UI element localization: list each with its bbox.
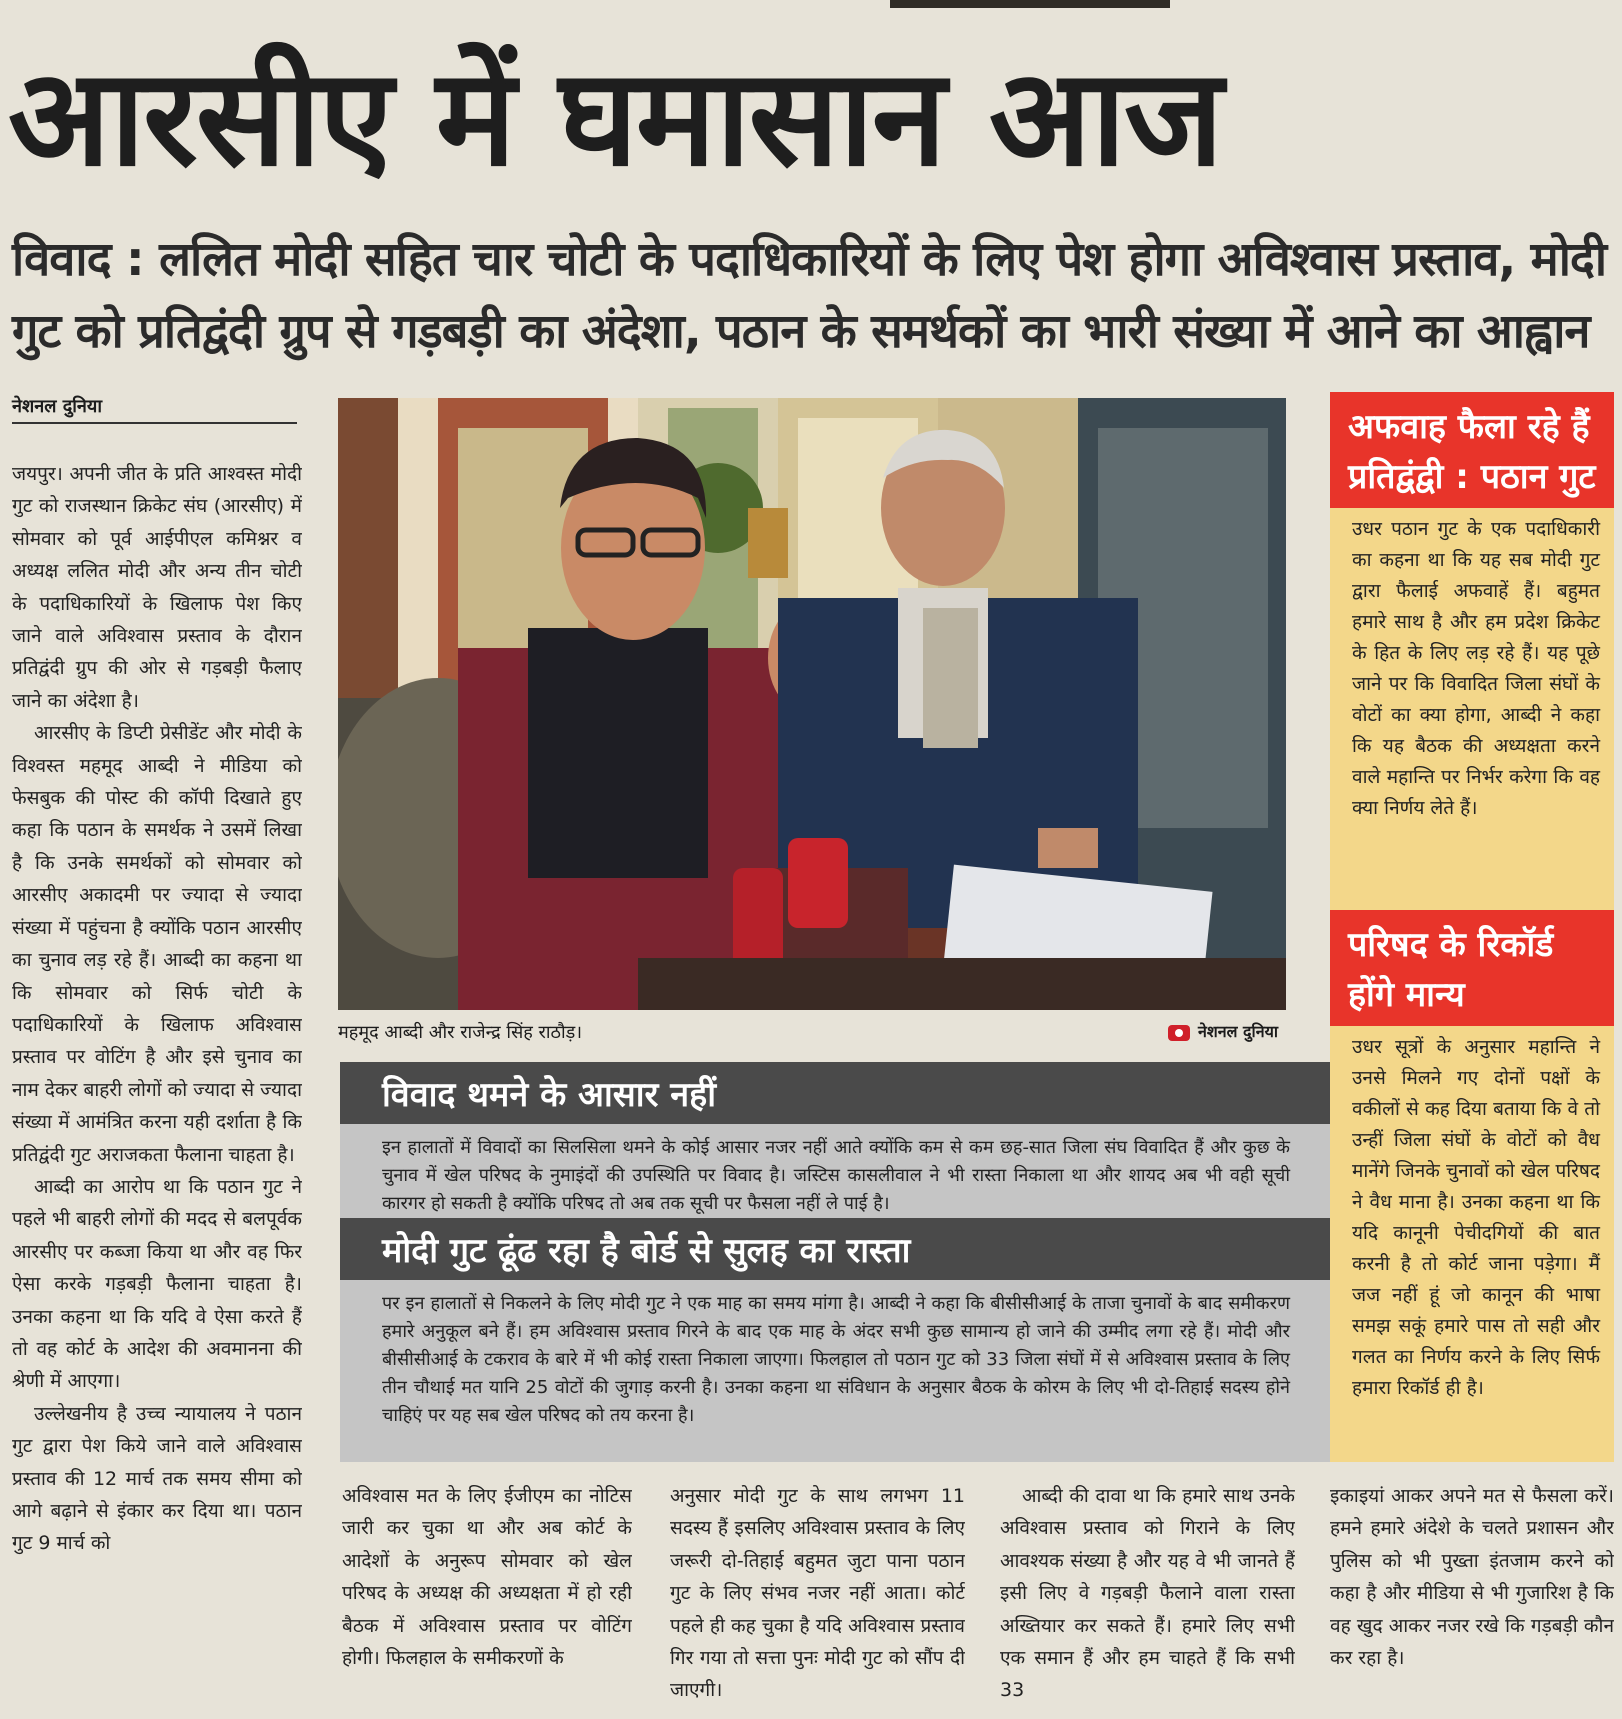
sidebar1-text: उधर पठान गुट के एक पदाधिकारी का कहना था कि यह सब मोदी गुट द्वारा फैलाई अफवाहें हैं। बहुमत हमारे साथ है और हम प्रदेश क्रिकेट के हित के लिए लड़ रहे हैं। यह पूछे जाने पर कि विवादित जिला संघों के वोटों का क्या होगा, आब्दी ने कहा कि यह बैठक की अध्यक्षता करने वाले महान्ति पर निर्भर करेगा कि वह क्या निर्णय लेते हैं। bbox=[1352, 518, 1600, 819]
bottom-paragraph: इकाइयां आकर अपने मत से फैसला करें। हमने हमारे अंदेशे के चलते प्रशासन और पुलिस को भी पुख्ता इंतजाम करने को कहा है और मीडिया से भी गुजारिश है कि वह खुद आकर नजर रखे कि गड़बड़ी कौन कर रहा है। bbox=[1330, 1485, 1614, 1670]
photo-illustration bbox=[338, 398, 1286, 1010]
headline: आरसीए में घमासान आज bbox=[8, 40, 1222, 196]
bottom-column-4 bbox=[1330, 1480, 1614, 1716]
press-conference-photo bbox=[338, 398, 1286, 1010]
box2-text: पर इन हालातों से निकलने के लिए मोदी गुट ने एक माह का समय मांगा है। आब्दी ने कहा कि बीसीसीआई के ताजा चुनावों के बाद समीकरण हमारे अनुकूल बने हैं। हम अविश्वास प्रस्ताव गिरने के बाद एक माह के अंदर सभी कुछ सामान्य हो जाने की उम्मीद लगा रहे हैं। मोदी और बीसीसीआई के टकराव के बारे में भी कोई रास्ता निकाला जाएगा। फिलहाल तो पठान गुट को 33 जिला संघों में से अविश्वास प्रस्ताव के लिए तीन चौथाई मत यानि 25 वोटों की जुगाड़ करनी है। उनका कहना था संविधान के अनुसार बैठक के कोरम के लिए भी दो-तिहाई सदस्य होने चाहिएं पर यह सब खेल परिषद को तय करना है। bbox=[382, 1293, 1290, 1426]
box1-title: विवाद थमने के आसार नहीं bbox=[382, 1075, 717, 1115]
subheadline: विवाद : ललित मोदी सहित चार चोटी के पदाधिकारियों के लिए पेश होगा अविश्वास प्रस्ताव, मोदी गुट को प्रतिद्वंदी ग्रुप से गड़बड़ी का अंदेशा, पठान के समर्थकों का भारी संख्या में आने का आह्वान bbox=[12, 232, 1607, 359]
left-paragraph: उल्लेखनीय है उच्च न्यायालय ने पठान गुट द्वारा पेश किये जाने वाले अविश्वास प्रस्ताव की 12 मार्च तक समय सीमा को आगे बढ़ाने से इंकार कर दिया था। पठान गुट 9 मार्च को bbox=[12, 1402, 302, 1555]
top-strip bbox=[890, 0, 1170, 8]
bottom-paragraph: आब्दी की दावा था कि हमारे साथ उनके अविश्वास प्रस्ताव को गिराने के लिए आवश्यक संख्या है और यह वे भी जानते हैं इसी लिए वे गड़बड़ी फैलाने वाला रास्ता अख्तियार कर सकते हैं। हमारे लिए सभी एक समान हैं और हम चाहते हैं कि सभी 33 bbox=[1000, 1485, 1295, 1702]
bottom-column-2 bbox=[670, 1480, 965, 1716]
sidebar2-text: उधर सूत्रों के अनुसार महान्ति ने उनसे मिलने गए दोनों पक्षों के वकीलों से कह दिया बताया कि वे तो उन्हीं जिला संघों के वोटों को वैध मानेंगे जिनके चुनावों को खेल परिषद ने वैध माना है। उनका कहना था कि यदि कानूनी पेचीदगियों की बात करनी है तो कोर्ट जाना पड़ेगा। मैं जज नहीं हूं जो कानून की भाषा समझ सकूं हमारे पास तो सही और गलत का निर्णय करने के लिए सिर्फ हमारा रिकॉर्ड ही है। bbox=[1352, 1036, 1600, 1399]
sidebar bbox=[1330, 392, 1614, 1462]
sidebar1-heading: अफवाह फैला रहे हैं प्रतिद्वंद्वी : पठान गुट bbox=[1330, 392, 1614, 508]
photo-caption: महमूद आब्दी और राजेन्द्र सिंह राठौड़। bbox=[338, 1022, 583, 1043]
left-paragraph: जयपुर। अपनी जीत के प्रति आश्वस्त मोदी गुट को राजस्थान क्रिकेट संघ (आरसीए) में सोमवार को पूर्व आईपीएल कमिश्नर व अध्यक्ष ललित मोदी और अन्य तीन चोटी के पदाधिकारियों के खिलाफ पेश किए जाने वाले अविश्वास प्रस्ताव के दौरान प्रतिद्वंदी ग्रुप की ओर से गड़बड़ी फैलाए जाने का अंदेशा है। bbox=[12, 463, 302, 712]
photo-credit bbox=[1168, 1020, 1288, 1048]
bottom-column-3 bbox=[1000, 1480, 1295, 1716]
photo-credit-label: नेशनल दुनिया bbox=[1198, 1022, 1279, 1041]
left-paragraph: आरसीए के डिप्टी प्रेसीडेंट और मोदी के विश्वस्त महमूद आब्दी ने मीडिया को फेसबुक की पोस्ट की कॉपी दिखाते हुए कहा कि पठान के समर्थक ने उसमें लिखा है कि उनके समर्थकों को सोमवार को आरसीए अकादमी पर ज्यादा से ज्यादा संख्या में पहुंचना है क्योंकि पठान आरसीए का चुनाव लड़ रहे हैं। आब्दी का कहना था कि सोमवार को सिर्फ चोटी के पदाधिकारियों के खिलाफ अविश्वास प्रस्ताव पर वोटिंग है और इसे चुनाव का नाम देकर बाहरी लोगों को ज्यादा से ज्यादा संख्या में आमंत्रित करना यही दर्शाता है कि प्रतिद्वंदी गुट अराजकता फैलाना चाहता है। bbox=[12, 722, 302, 1166]
box2-heading bbox=[340, 1218, 1330, 1280]
sidebar2-heading: परिषद के रिकॉर्ड होंगे मान्य bbox=[1330, 910, 1614, 1026]
left-paragraph: आब्दी का आरोप था कि पठान गुट ने पहले भी बाहरी लोगों की मदद से बलपूर्वक आरसीए पर कब्जा किया था और वह फिर ऐसा करके गड़बड़ी फैलाना चाहता है। उनका कहना था कि यदि वे ऐसा करते हैं तो वह कोर्ट के आदेश की अवमानना की श्रेणी में आएगा। bbox=[12, 1175, 302, 1393]
bottom-column-1 bbox=[342, 1480, 632, 1716]
box2-body bbox=[340, 1280, 1330, 1462]
box1-heading bbox=[340, 1062, 1330, 1124]
byline: नेशनल दुनिया bbox=[12, 394, 297, 424]
left-column bbox=[12, 458, 302, 1716]
bottom-paragraph: अनुसार मोदी गुट के साथ लगभग 11 सदस्य हैं इसलिए अविश्वास प्रस्ताव के लिए जरूरी दो-तिहाई बहुमत जुटा पाना पठान गुट के लिए संभव नजर नहीं आता। कोर्ट पहले ही कह चुका है यदि अविश्वास प्रस्ताव गिर गया तो सत्ता पुनः मोदी गुट को सौंप दी जाएगी। bbox=[670, 1485, 965, 1702]
box1-text: इन हालातों में विवादों का सिलसिला थमने के कोई आसार नजर नहीं आते क्योंकि कम से कम छह-सात जिला संघ विवादित हैं और कुछ के चुनाव में खेल परिषद के नुमाइंदों की उपस्थिति पर विवाद है। जस्टिस कासलीवाल ने भी रास्ता निकाला था और शायद अब भी वही सूची कारगर हो सकती है क्योंकि परिषद तो अब तक सूची पर फैसला नहीं ले पाई है। bbox=[382, 1137, 1290, 1214]
bottom-paragraph: अविश्वास मत के लिए ईजीएम का नोटिस जारी कर चुका था और अब कोर्ट के आदेशों के अनुरूप सोमवार को खेल परिषद के अध्यक्ष की अध्यक्षता में हो रही बैठक में अविश्वास प्रस्ताव पर वोटिंग होगी। फिलहाल के समीकरणों के bbox=[342, 1485, 632, 1670]
box2-title: मोदी गुट ढूंढ रहा है बोर्ड से सुलह का रास्ता bbox=[382, 1231, 911, 1271]
camera-icon bbox=[1168, 1025, 1190, 1041]
box1-body bbox=[340, 1124, 1330, 1218]
